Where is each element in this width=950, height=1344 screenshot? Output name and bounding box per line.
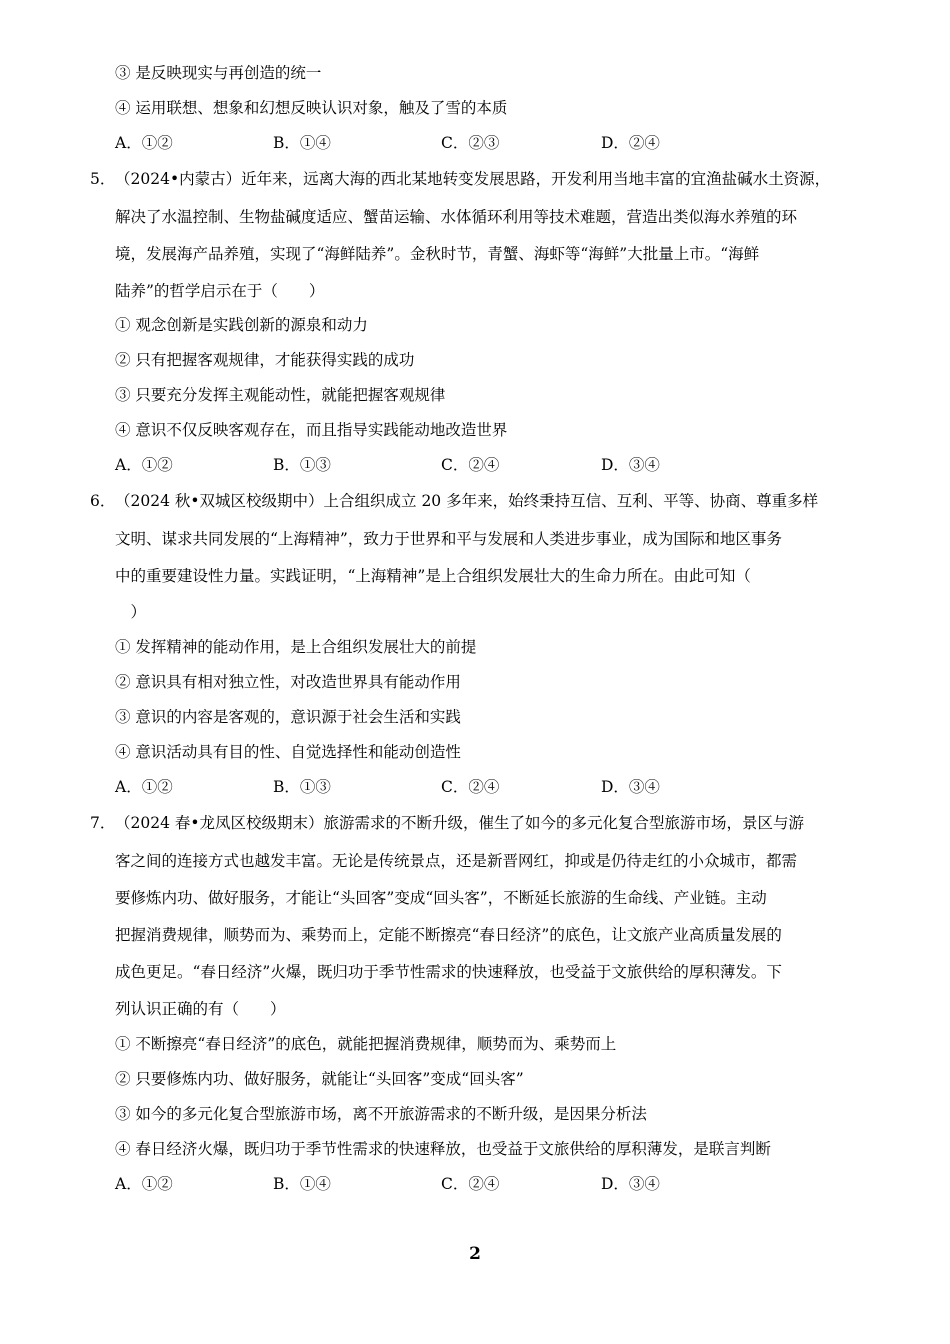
- choice-d: D．③④: [601, 1175, 660, 1193]
- question-5-line-4: 陆养”的哲学启示在于（ ）: [115, 282, 325, 300]
- question-5-option-2: ② 只有把握客观规律，才能获得实践的成功: [115, 351, 415, 369]
- question-5-line-1: （2024•内蒙古）近年来，远离大海的西北某地转变发展思路，开发利用当地丰富的宜渔盐碱水土资源，: [115, 170, 831, 188]
- question-6-option-1: ① 发挥精神的能动作用，是上合组织发展壮大的前提: [115, 638, 477, 656]
- choice-c: C．②④: [441, 778, 500, 796]
- question-5-option-1: ① 观念创新是实践创新的源泉和动力: [115, 316, 368, 334]
- prev-question-option-3: ③ 是反映现实与再创造的统一: [115, 64, 322, 82]
- question-7-line-4: 把握消费规律，顺势而为、乘势而上，定能不断擦亮“春日经济”的底色，让文旅产业高质量发展的: [115, 926, 782, 944]
- question-5-option-3: ③ 只要充分发挥主观能动性，就能把握客观规律: [115, 386, 446, 404]
- prev-question-choices: [115, 132, 715, 154]
- question-7-number: 7．: [90, 814, 116, 832]
- choice-b: B．①③: [273, 456, 331, 474]
- question-6-number: 6．: [90, 492, 116, 510]
- question-6-choices: [115, 776, 715, 798]
- choice-b: B．①④: [273, 1175, 331, 1193]
- choice-b: B．①③: [273, 778, 331, 796]
- question-6-line-4: ）: [115, 603, 147, 621]
- choice-c: C．②④: [441, 456, 500, 474]
- question-6-line-2: 文明、谋求共同发展的“上海精神”，致力于世界和平与发展和人类进步事业，成为国际和地区事务: [115, 530, 782, 548]
- question-7-option-2: ② 只要修炼内功、做好服务，就能让“头回客”变成“回头客”: [115, 1070, 524, 1088]
- question-5-line-2: 解决了水温控制、生物盐碱度适应、蟹苗运输、水体循环利用等技术难题，营造出类似海水养殖的环: [115, 208, 798, 226]
- choice-a: A．①②: [115, 778, 173, 796]
- choice-a: A．①②: [115, 134, 173, 152]
- question-6-option-4: ④ 意识活动具有目的性、自觉选择性和能动创造性: [115, 743, 461, 761]
- question-6-line-3: 中的重要建设性力量。实践证明，“上海精神”是上合组织发展壮大的生命力所在。由此可知（: [115, 567, 751, 585]
- question-7-line-5: 成色更足。“春日经济”火爆，既归功于季节性需求的快速释放，也受益于文旅供给的厚积薄发。下: [115, 963, 782, 981]
- question-6-option-3: ③ 意识的内容是客观的，意识源于社会生活和实践: [115, 708, 461, 726]
- question-5-choices: [115, 454, 715, 476]
- question-7-line-6: 列认识正确的有（ ）: [115, 1000, 286, 1018]
- question-7-line-3: 要修炼内功、做好服务，才能让“头回客”变成“回头客”，不断延长旅游的生命线、产业链。主动: [115, 889, 767, 907]
- question-7-option-4: ④ 春日经济火爆，既归功于季节性需求的快速释放，也受益于文旅供给的厚积薄发，是联言判断: [115, 1140, 771, 1158]
- prev-question-option-4: ④ 运用联想、想象和幻想反映认识对象，触及了雪的本质: [115, 99, 508, 117]
- question-6-option-2: ② 意识具有相对独立性，对改造世界具有能动作用: [115, 673, 461, 691]
- choice-a: A．①②: [115, 1175, 173, 1193]
- page-number: 2: [469, 1244, 481, 1264]
- choice-d: D．②④: [601, 134, 660, 152]
- choice-c: C．②③: [441, 134, 500, 152]
- choice-c: C．②④: [441, 1175, 500, 1193]
- choice-d: D．③④: [601, 456, 660, 474]
- question-6-line-1: （2024 秋•双城区校级期中）上合组织成立 20 多年来，始终秉持互信、互利、平等、协商、尊重多样: [115, 492, 819, 510]
- question-7-option-3: ③ 如今的多元化复合型旅游市场，离不开旅游需求的不断升级，是因果分析法: [115, 1105, 647, 1123]
- question-5-line-3: 境，发展海产品养殖，实现了“海鲜陆养”。金秋时节，青蟹、海虾等“海鲜”大批量上市。“海鲜: [115, 245, 760, 263]
- question-5-number: 5．: [90, 170, 116, 188]
- question-7-line-2: 客之间的连接方式也越发丰富。无论是传统景点，还是新晋网红，抑或是仍待走红的小众城市，都需: [115, 852, 798, 870]
- choice-d: D．③④: [601, 778, 660, 796]
- question-7-option-1: ① 不断擦亮“春日经济”的底色，就能把握消费规律，顺势而为、乘势而上: [115, 1035, 617, 1053]
- question-7-choices: [115, 1173, 715, 1195]
- choice-b: B．①④: [273, 134, 331, 152]
- question-5-option-4: ④ 意识不仅反映客观存在，而且指导实践能动地改造世界: [115, 421, 508, 439]
- choice-a: A．①②: [115, 456, 173, 474]
- question-7-line-1: （2024 春•龙凤区校级期末）旅游需求的不断升级，催生了如今的多元化复合型旅游市场，景区与游: [115, 814, 805, 832]
